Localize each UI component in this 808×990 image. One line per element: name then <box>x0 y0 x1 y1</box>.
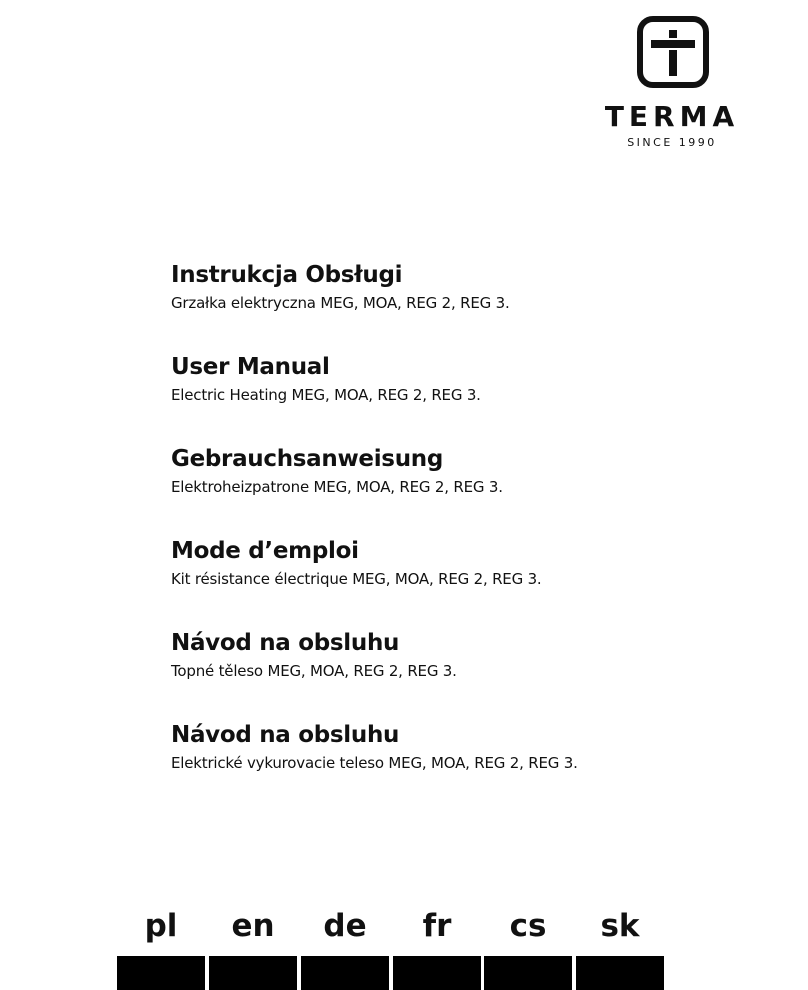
language-tab-marker <box>393 956 481 990</box>
language-tabs <box>117 900 667 990</box>
manual-language-list <box>171 258 731 810</box>
language-tab-marker <box>576 956 664 990</box>
section-pl <box>171 258 731 350</box>
language-code: en <box>231 908 275 944</box>
section-title: Návod na obsluhu <box>171 722 400 748</box>
section-cs <box>171 626 731 718</box>
section-title: Gebrauchsanweisung <box>171 446 444 472</box>
section-subtitle: Kit résistance électrique MEG, MOA, REG 2, REG 3. <box>171 570 542 588</box>
section-subtitle: Elektrické vykurovacie teleso MEG, MOA, REG 2, REG 3. <box>171 754 578 772</box>
section-de <box>171 442 731 534</box>
terma-logo <box>586 16 758 152</box>
section-subtitle: Grzałka elektryczna MEG, MOA, REG 2, REG 3. <box>171 294 510 312</box>
language-code: de <box>323 908 367 944</box>
language-tab-marker <box>484 956 572 990</box>
language-code: pl <box>144 908 178 944</box>
language-tab-marker <box>301 956 389 990</box>
section-title: User Manual <box>171 354 330 380</box>
language-tab-sk[interactable] <box>576 900 664 952</box>
language-tab-pl[interactable] <box>117 900 205 952</box>
section-title: Návod na obsluhu <box>171 630 400 656</box>
language-code: sk <box>600 908 640 944</box>
language-code: fr <box>422 908 452 944</box>
section-en <box>171 350 731 442</box>
language-tab-en[interactable] <box>209 900 297 952</box>
language-tab-marker <box>209 956 297 990</box>
section-fr <box>171 534 731 626</box>
language-code: cs <box>509 908 547 944</box>
language-tab-cs[interactable] <box>484 900 572 952</box>
language-tab-de[interactable] <box>301 900 389 952</box>
brand-tagline: SINCE 1990 <box>627 136 717 149</box>
language-tab-marker <box>117 956 205 990</box>
language-tab-fr[interactable] <box>393 900 481 952</box>
section-sk <box>171 718 731 810</box>
terma-cross-icon <box>637 16 709 88</box>
section-subtitle: Elektroheizpatrone MEG, MOA, REG 2, REG 3. <box>171 478 503 496</box>
brand-name: TERMA <box>604 100 740 133</box>
section-title: Instrukcja Obsługi <box>171 262 403 288</box>
section-title: Mode d’emploi <box>171 538 359 564</box>
section-subtitle: Electric Heating MEG, MOA, REG 2, REG 3. <box>171 386 481 404</box>
section-subtitle: Topné těleso MEG, MOA, REG 2, REG 3. <box>171 662 457 680</box>
